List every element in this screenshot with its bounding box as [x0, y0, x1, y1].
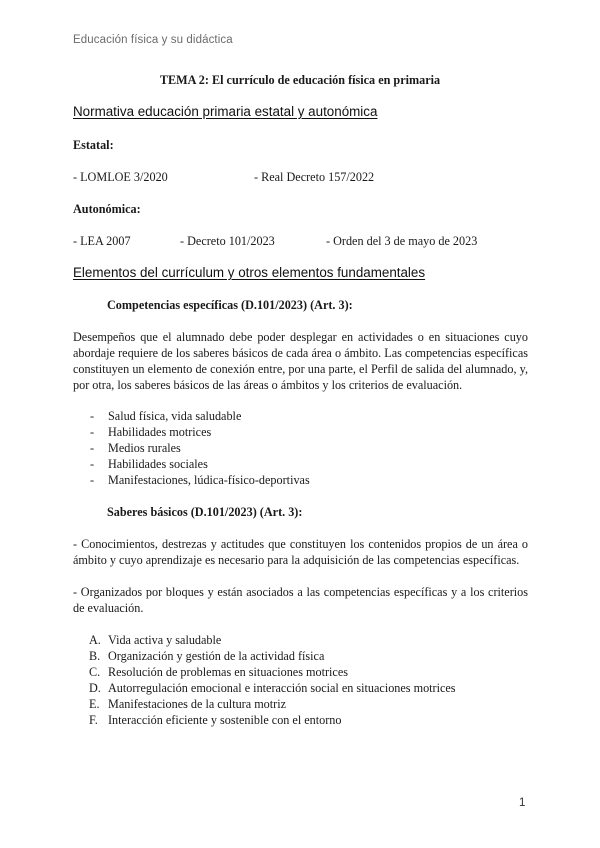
list-item: [89, 680, 456, 696]
section-heading-normativa: Normativa educación primaria estatal y autonómica: [73, 104, 378, 119]
list-marker: C.: [89, 665, 101, 679]
list-item: [90, 408, 310, 424]
list-marker: D.: [89, 681, 101, 695]
competencias-list: [90, 408, 310, 488]
autonomica-item: - Orden del 3 de mayo de 2023: [326, 234, 478, 248]
list-marker: A.: [89, 633, 101, 647]
paragraph-competencias: Desempeños que el alumnado debe poder desplegar en actividades o en situaciones cuyo abordaje requiere de los saberes básicos de cada área o ámbito. Las competencias específicas constituyen un elemento de conexión entre, por una parte, el Perfil de salida del alumnado, y, por otra, los saberes básicos de las áreas o ámbitos y los criterios de evaluación.: [73, 330, 528, 392]
list-item-text: Habilidades motrices: [108, 425, 212, 439]
list-item: [89, 664, 456, 680]
autonomica-item: - LEA 2007: [73, 234, 131, 248]
list-item-text: Vida activa y saludable: [108, 633, 222, 647]
bullet-dash: -: [90, 409, 95, 423]
list-item-text: Manifestaciones de la cultura motriz: [108, 697, 287, 711]
list-item-text: Interacción eficiente y sostenible con el entorno: [108, 713, 342, 727]
section-heading-elementos: Elementos del currículum y otros elementos fundamentales: [73, 265, 426, 280]
subheading-saberes: Saberes básicos (D.101/2023) (Art. 3):: [107, 505, 303, 519]
list-item-text: Salud física, vida saludable: [108, 409, 242, 423]
document-title: TEMA 2: El currículo de educación física en primaria: [159, 73, 441, 87]
list-item-text: Autorregulación emocional e interacción social en situaciones motrices: [108, 681, 456, 695]
saberes-list: [89, 632, 456, 728]
estatal-item: - Real Decreto 157/2022: [254, 170, 375, 184]
list-item: [89, 632, 456, 648]
list-item-text: Resolución de problemas en situaciones motrices: [108, 665, 348, 679]
page-number: 1: [519, 797, 526, 809]
list-item: [90, 456, 310, 472]
list-item: [90, 472, 310, 488]
list-marker: B.: [89, 649, 101, 663]
bullet-dash: -: [90, 425, 95, 439]
list-item-text: Habilidades sociales: [108, 457, 208, 471]
autonomica-item: - Decreto 101/2023: [180, 234, 275, 248]
estatal-label: Estatal:: [73, 138, 114, 152]
list-item-text: Manifestaciones, lúdica-físico-deportivas: [108, 473, 310, 487]
list-marker: F.: [89, 713, 98, 727]
autonomica-label: Autonómica:: [73, 202, 141, 216]
list-item: [89, 712, 456, 728]
list-item: [89, 648, 456, 664]
list-item: [90, 424, 310, 440]
list-marker: E.: [89, 697, 100, 711]
page-header: Educación física y su didáctica: [73, 34, 233, 46]
paragraph-saberes-1: - Conocimientos, destrezas y actitudes que constituyen los contenidos propios de un área o ámbito y cuyo aprendizaje es necesario para la adquisición de las competencias específicas.: [73, 537, 528, 567]
estatal-item: - LOMLOE 3/2020: [73, 170, 168, 184]
paragraph-saberes-2: - Organizados por bloques y están asociados a las competencias específicas y a los criterios de evaluación.: [73, 585, 528, 615]
bullet-dash: -: [90, 441, 95, 455]
list-item: [89, 696, 456, 712]
list-item-text: Medios rurales: [108, 441, 181, 455]
subheading-competencias: Competencias específicas (D.101/2023) (Art. 3):: [107, 298, 353, 312]
bullet-dash: -: [90, 473, 95, 487]
list-item-text: Organización y gestión de la actividad física: [108, 649, 325, 663]
list-item: [90, 440, 310, 456]
bullet-dash: -: [90, 457, 95, 471]
